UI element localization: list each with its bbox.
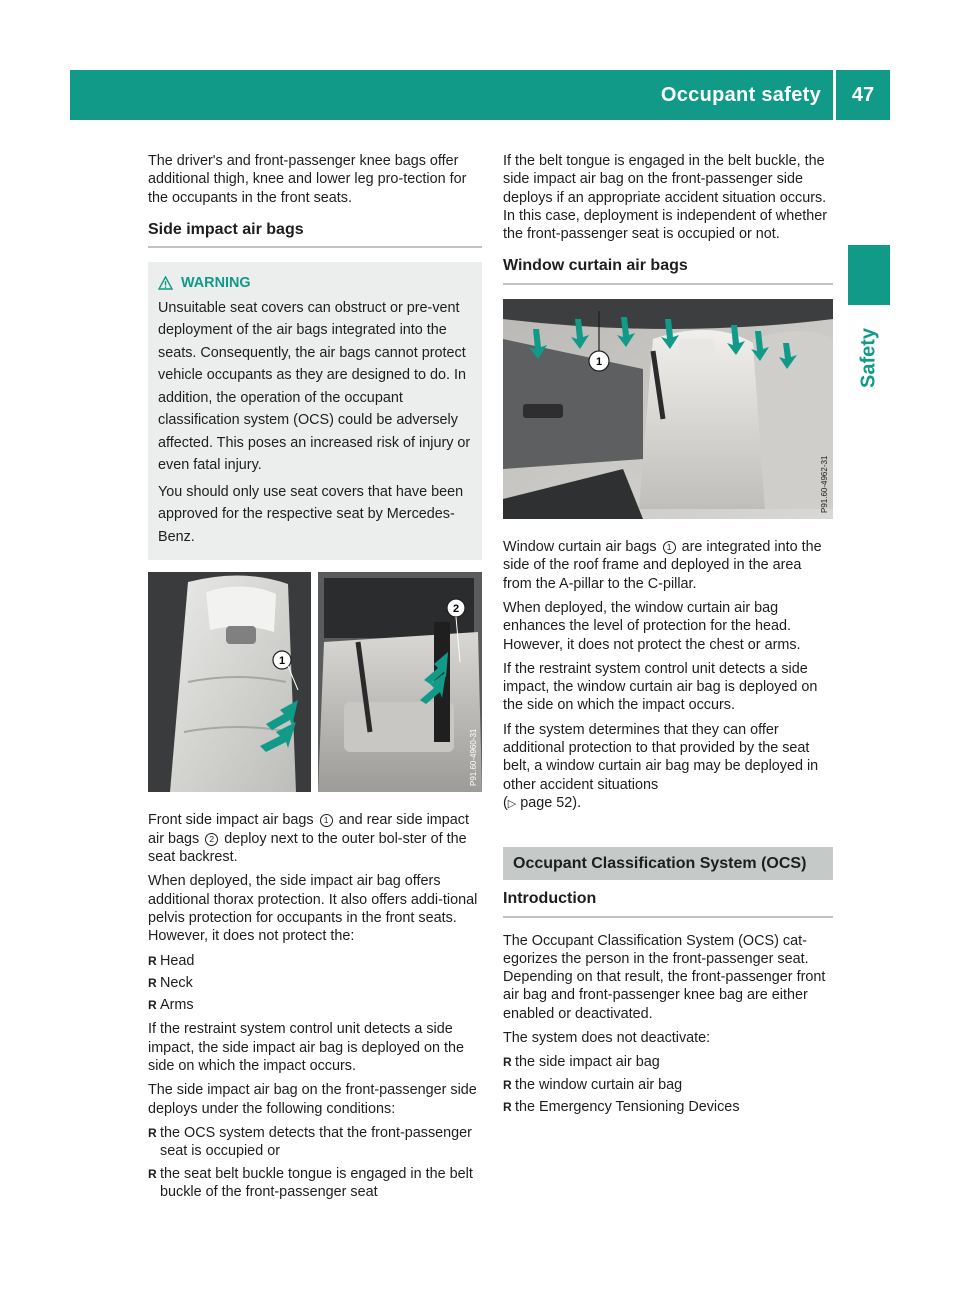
page-number: 47 bbox=[851, 83, 875, 106]
page-ref-arrow-icon: ▷ bbox=[507, 797, 517, 810]
side-airbag-figure bbox=[148, 572, 482, 797]
list-item: R the seat belt buckle tongue is engaged in the belt buckle of the front-passenger seat bbox=[148, 1165, 482, 1202]
list-item: R Arms bbox=[148, 996, 482, 1014]
side-airbag-caption: Front side impact air bags 1 and rear side impact air bags 2 deploy next to the outer bol-ster of the seat backrest. bbox=[148, 812, 469, 866]
curtain-restraint-paragraph: If the restraint system control unit detects a side impact, the window curtain air bag is deployed on the side on which the impact occurs. bbox=[503, 660, 818, 714]
warning-box bbox=[148, 262, 482, 560]
figure-callout-1: 1 bbox=[595, 355, 603, 368]
curtain-airbag-photo bbox=[503, 299, 833, 519]
not-deactivate-paragraph: The system does not deactivate: bbox=[503, 1030, 711, 1047]
protect-list bbox=[148, 952, 482, 1015]
deploy-paragraph: When deployed, the side impact air bag offers additional thorax protection. It also offers addi-tional pelvis protection for occupants in the front seats. However, it does not protect the: bbox=[148, 873, 478, 945]
curtain-system-paragraph: If the system determines that they can offer additional protection to that provided by the seat belt, a window curtain air bag may be deployed in other accident situations (▷ page 52). bbox=[503, 721, 819, 811]
section-title-window-curtain: Window curtain air bags bbox=[503, 257, 833, 284]
figure-code: P91.60-4960-31 bbox=[469, 728, 478, 787]
warning-title: WARNING bbox=[181, 275, 251, 292]
figure-code: P91.60-4962-31 bbox=[820, 455, 829, 513]
callout-marker-1: 1 bbox=[320, 814, 333, 827]
conditions-paragraph: The side impact air bag on the front-passenger side deploys under the following conditions: bbox=[148, 1082, 477, 1117]
section-title-introduction: Introduction bbox=[503, 890, 833, 917]
list-item: R the window curtain air bag bbox=[503, 1076, 833, 1094]
list-item: R Neck bbox=[148, 974, 482, 992]
side-airbag-photo bbox=[148, 572, 482, 792]
page-header bbox=[70, 70, 890, 120]
warning-text-2: You should only use seat covers that have been approved for the respective seat by Mercedes-Benz. bbox=[158, 483, 464, 545]
right-column bbox=[503, 152, 833, 1122]
figure-callout-2: 2 bbox=[452, 603, 460, 616]
figure-callout-1: 1 bbox=[278, 655, 286, 668]
warning-triangle-icon bbox=[158, 276, 173, 290]
list-item: R the OCS system detects that the front-passenger seat is occupied or bbox=[148, 1124, 482, 1161]
warning-heading bbox=[158, 272, 474, 295]
callout-marker-1: 1 bbox=[663, 541, 676, 554]
callout-marker-2: 2 bbox=[205, 833, 218, 846]
side-tab-marker bbox=[848, 245, 890, 305]
curtain-airbag-figure bbox=[503, 299, 833, 524]
intro-paragraph: The driver's and front-passenger knee bags offer additional thigh, knee and lower leg pro-tection for the occupants in the front seats. bbox=[148, 153, 467, 206]
ocs-paragraph: The Occupant Classification System (OCS) cat-egorizes the person in the front-passenger seat. Depending on that result, the front-passenger front air bag and front-passenger knee bag are either enabled or deactivated. bbox=[503, 932, 826, 1022]
side-tab-label: Safety bbox=[857, 327, 880, 389]
belt-paragraph: If the belt tongue is engaged in the belt buckle, the side impact air bag on the front-passenger side deploys if an appropriate accident situation occurs. In this case, deployment is independent of whether the front-passenger seat is occupied or not. bbox=[503, 153, 827, 243]
warning-text-1: Unsuitable seat covers can obstruct or pre-vent deployment of the air bags integrated into the seats. Consequently, the air bags cannot protect vehicle occupants as they are designed to do. In addition, the operation of the occupant classification system (OCS) could be adversely affected. This poses an increased risk of injury or even fatal injury. bbox=[158, 299, 471, 474]
list-item: R the Emergency Tensioning Devices bbox=[503, 1098, 833, 1116]
list-item: R the side impact air bag bbox=[503, 1053, 833, 1071]
section-title-side-impact: Side impact air bags bbox=[148, 221, 482, 248]
header-title: Occupant safety bbox=[660, 84, 821, 106]
not-deactivated-list bbox=[503, 1053, 833, 1116]
restraint-paragraph: If the restraint system control unit detects a side impact, the side impact air bag is deployed on the side on which the impact occurs. bbox=[148, 1021, 464, 1075]
curtain-caption: Window curtain air bags 1 are integrated into the side of the roof frame and deployed in the area from the A-pillar to the C-pillar. bbox=[503, 539, 822, 592]
left-column bbox=[148, 152, 482, 1207]
section-title-ocs: Occupant Classification System (OCS) bbox=[503, 847, 833, 880]
list-item: R Head bbox=[148, 952, 482, 970]
curtain-deployed-paragraph: When deployed, the window curtain air bag enhances the level of protection for the head. However, it does not protect the chest or arms. bbox=[503, 599, 801, 653]
conditions-list bbox=[148, 1124, 482, 1201]
page-ref-link[interactable]: page 52). bbox=[520, 794, 582, 811]
